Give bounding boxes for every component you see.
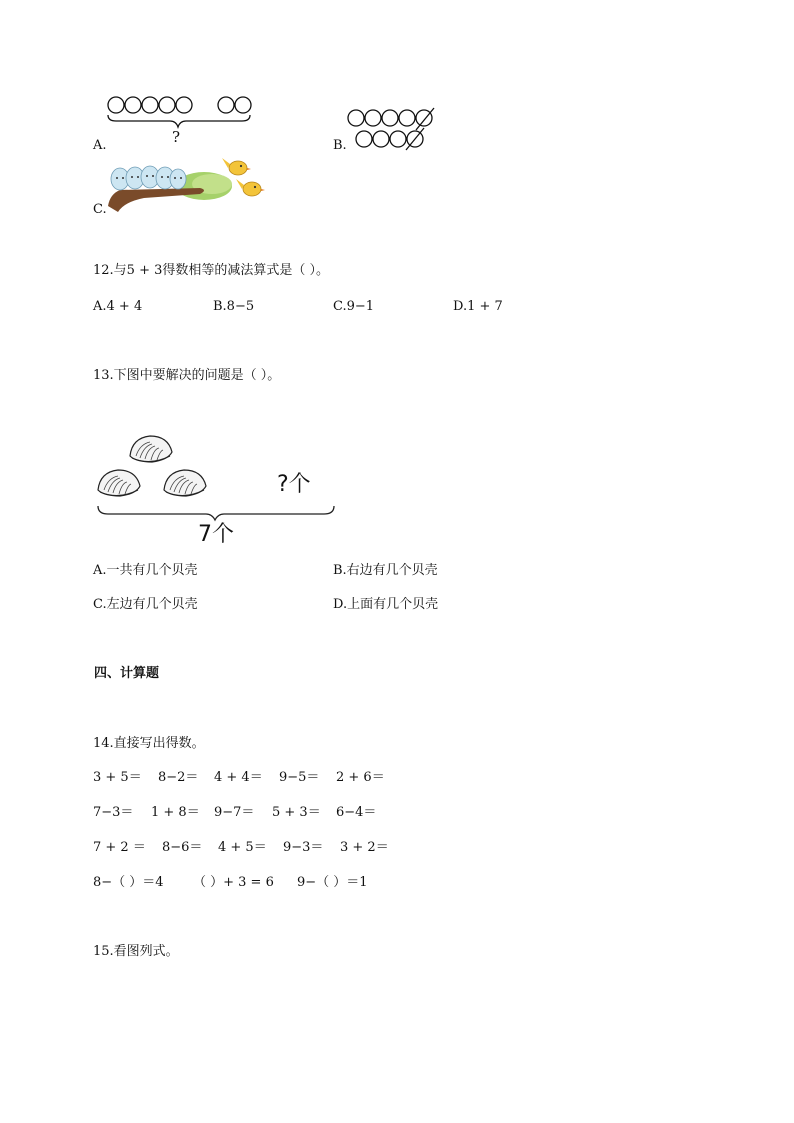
q13-option-a: A.一共有几个贝壳 xyxy=(93,563,198,578)
calc-item: 9−3＝ xyxy=(283,840,324,855)
option-a-question-mark: ? xyxy=(172,128,181,146)
q12-option-d: D.1 + 7 xyxy=(453,299,503,314)
q14-stem: 14.直接写出得数。 xyxy=(93,736,205,751)
q13-option-d: D.上面有几个贝壳 xyxy=(333,597,439,612)
calc-item: （ ）+ 3 = 6 xyxy=(193,875,274,890)
q12-option-b: B.8−5 xyxy=(213,299,255,314)
bird-group-icon xyxy=(111,166,186,190)
calc-item: 7 + 2 ＝ xyxy=(93,840,146,855)
q12-stem: 12.与5 + 3得数相等的减法算式是（ ）。 xyxy=(93,263,330,278)
flying-bird-icon-2 xyxy=(236,179,265,196)
option-b-label: B. xyxy=(333,138,347,153)
calc-item: 8−6＝ xyxy=(162,840,203,855)
figure-question-label: ?个 xyxy=(277,472,311,497)
calc-item: 2 + 6＝ xyxy=(336,770,385,785)
figure-total-label: 7个 xyxy=(198,522,234,547)
calc-item: 3 + 2＝ xyxy=(340,840,389,855)
q13-option-c: C.左边有几个贝壳 xyxy=(93,597,198,612)
section-title: 四、计算题 xyxy=(94,666,160,681)
calc-item: 1 + 8＝ xyxy=(151,805,200,820)
shell-icon xyxy=(98,470,140,496)
q13-option-b: B.右边有几个贝壳 xyxy=(333,563,438,578)
calc-item: 3 + 5＝ xyxy=(93,770,142,785)
q13-stem: 13.下图中要解决的问题是（ ）。 xyxy=(93,368,281,383)
calc-item: 8−2＝ xyxy=(158,770,199,785)
calc-item: 4 + 4＝ xyxy=(214,770,263,785)
option-a-label: A. xyxy=(93,138,107,153)
calc-item: 9−7＝ xyxy=(214,805,255,820)
shell-icon xyxy=(130,436,172,462)
calc-item: 8−（ ）＝4 xyxy=(93,875,164,890)
calc-item: 4 + 5＝ xyxy=(218,840,267,855)
q12-option-a: A.4 + 4 xyxy=(93,299,143,314)
option-c-label: C. xyxy=(93,202,107,217)
calc-item: 6−4＝ xyxy=(336,805,377,820)
q15-stem: 15.看图列式。 xyxy=(93,944,179,959)
option-c-figure xyxy=(104,154,270,216)
option-b-figure xyxy=(344,106,440,152)
flying-bird-icon xyxy=(222,158,251,175)
calc-item: 9−（ ）＝1 xyxy=(297,875,368,890)
calc-item: 5 + 3＝ xyxy=(272,805,321,820)
calc-item: 7−3＝ xyxy=(93,805,134,820)
calc-item: 9−5＝ xyxy=(279,770,320,785)
q12-option-c: C.9−1 xyxy=(333,299,375,314)
shell-icon xyxy=(164,470,206,496)
